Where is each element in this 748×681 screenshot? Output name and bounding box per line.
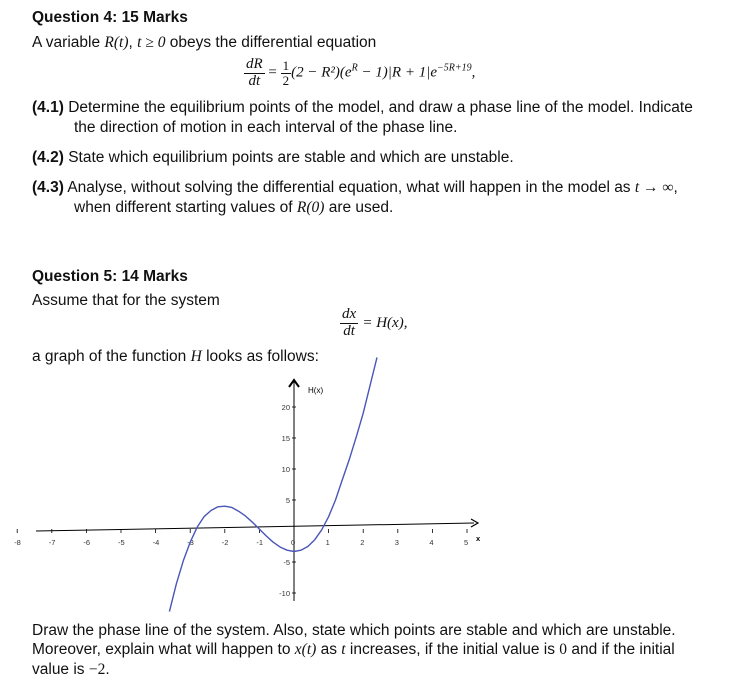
q4-item-3-end: are used. [324, 199, 394, 216]
q5-closing-3b: . [105, 661, 110, 678]
q4-eq-lhs: $\frac{dR}{dt}$ [246, 56, 263, 89]
q4-eq-half: $\frac{1}{2}$ [282, 58, 290, 88]
x-tick-label: -2 [221, 538, 229, 547]
q5-closing-2 [32, 641, 675, 659]
chart-series [169, 357, 377, 611]
q5-closing-3 [32, 661, 110, 679]
x-tick-label: 0 [291, 538, 296, 547]
y-tick-label: 5 [285, 496, 290, 505]
q4-eq-end: , [471, 64, 476, 81]
chart-axes [36, 380, 478, 601]
q4-eq-sup-exp: −5R+19 [437, 62, 472, 74]
x-tick-label: 4 [429, 538, 434, 547]
q4-item-2-line1: State which equilibrium points are stable and which are unstable. [68, 149, 514, 166]
q4-eq-sup-r: R [351, 62, 358, 74]
x-axis-label: x [476, 534, 481, 543]
q4-item-3-math: t → ∞ [634, 179, 674, 196]
q5-eq-rhs: = H(x), [362, 315, 408, 332]
x-tick-label: -5 [118, 538, 125, 547]
x-tick-label: 3 [394, 538, 399, 547]
q5-closing-2b: as [316, 641, 342, 658]
q4-heading: Question 4: 15 Marks [32, 9, 188, 26]
q4-eq-body2: − 1)|R + 1|e [357, 64, 437, 81]
q5-intro: Assume that for the system [32, 292, 220, 309]
q4-intro-var: R(t) [104, 34, 129, 51]
q4-intro-text: A variable [32, 34, 105, 51]
q5-heading: Question 5: 14 Marks [32, 268, 188, 285]
q5-closing-3a: value is [32, 661, 89, 678]
q5-closing-1: Draw the phase line of the system. Also, state which points are stable and which are unstable. [32, 622, 676, 639]
x-tick-label: 2 [360, 538, 365, 547]
q5-closing-2d: and if the initial [567, 641, 675, 658]
q5-closing-2m: x(t) [294, 641, 317, 658]
y-tick-label: 10 [281, 465, 290, 474]
x-tick-label: -8 [14, 538, 21, 547]
q5-graph-intro-a: a graph of the function [32, 348, 191, 365]
y-tick-label: -10 [279, 589, 290, 598]
q5-eq-lhs: $\frac{dx}{dt}$ [342, 306, 357, 339]
y-tick-label: 15 [281, 434, 290, 443]
q5-closing-3m: −2 [88, 661, 106, 678]
chart-ticks [14, 386, 481, 598]
q4-item-3-comma: , [673, 179, 678, 196]
x-tick-label: -3 [187, 538, 194, 547]
x-tick-label: -6 [83, 538, 91, 547]
q4-item-1-line2: the direction of motion in each interval of the phase line. [74, 119, 458, 136]
x-tick-label: -4 [152, 538, 160, 547]
y-tick-label: 20 [281, 403, 290, 412]
q4-item-1-label: (4.1) [32, 99, 64, 116]
x-tick-label: 5 [464, 538, 469, 547]
y-tick-label: -5 [283, 558, 290, 567]
x-tick-label: -7 [48, 538, 56, 547]
q4-eq-equals: = [268, 64, 277, 81]
q5-graph-intro-m: H [190, 348, 202, 365]
q4-eq-body: (2 − R²)(e [291, 64, 352, 81]
q4-item-1-line1: Determine the equilibrium points of the model, and draw a phase line of the model. Indicate [68, 99, 693, 116]
q4-intro-sep: , [128, 34, 138, 51]
y-axis-label: H(x) [308, 386, 324, 395]
q4-item-3-line2: when different starting values of [74, 199, 297, 216]
x-tick-label: 1 [325, 538, 330, 547]
q4-item-2-label: (4.2) [32, 149, 64, 166]
q5-closing-2z: 0 [559, 641, 568, 658]
q4-intro-cond: t ≥ 0 [137, 34, 166, 51]
q4-intro-end: obeys the differential equation [165, 34, 377, 51]
q4-item-3-math2: R(0) [296, 199, 325, 216]
q4-item-3-line1: Analyse, without solving the differential equation, what will happen in the model as [67, 179, 635, 196]
q4-item-3-label: (4.3) [32, 179, 64, 196]
q5-graph-intro-b: looks as follows: [201, 348, 319, 365]
q5-closing-2a: Moreover, explain what will happen to [32, 641, 295, 658]
q5-closing-2c: increases, if the initial value is [345, 641, 560, 658]
q5-closing-2t: t [341, 641, 346, 658]
x-tick-label: -1 [256, 538, 264, 547]
series-line-h [169, 357, 377, 611]
